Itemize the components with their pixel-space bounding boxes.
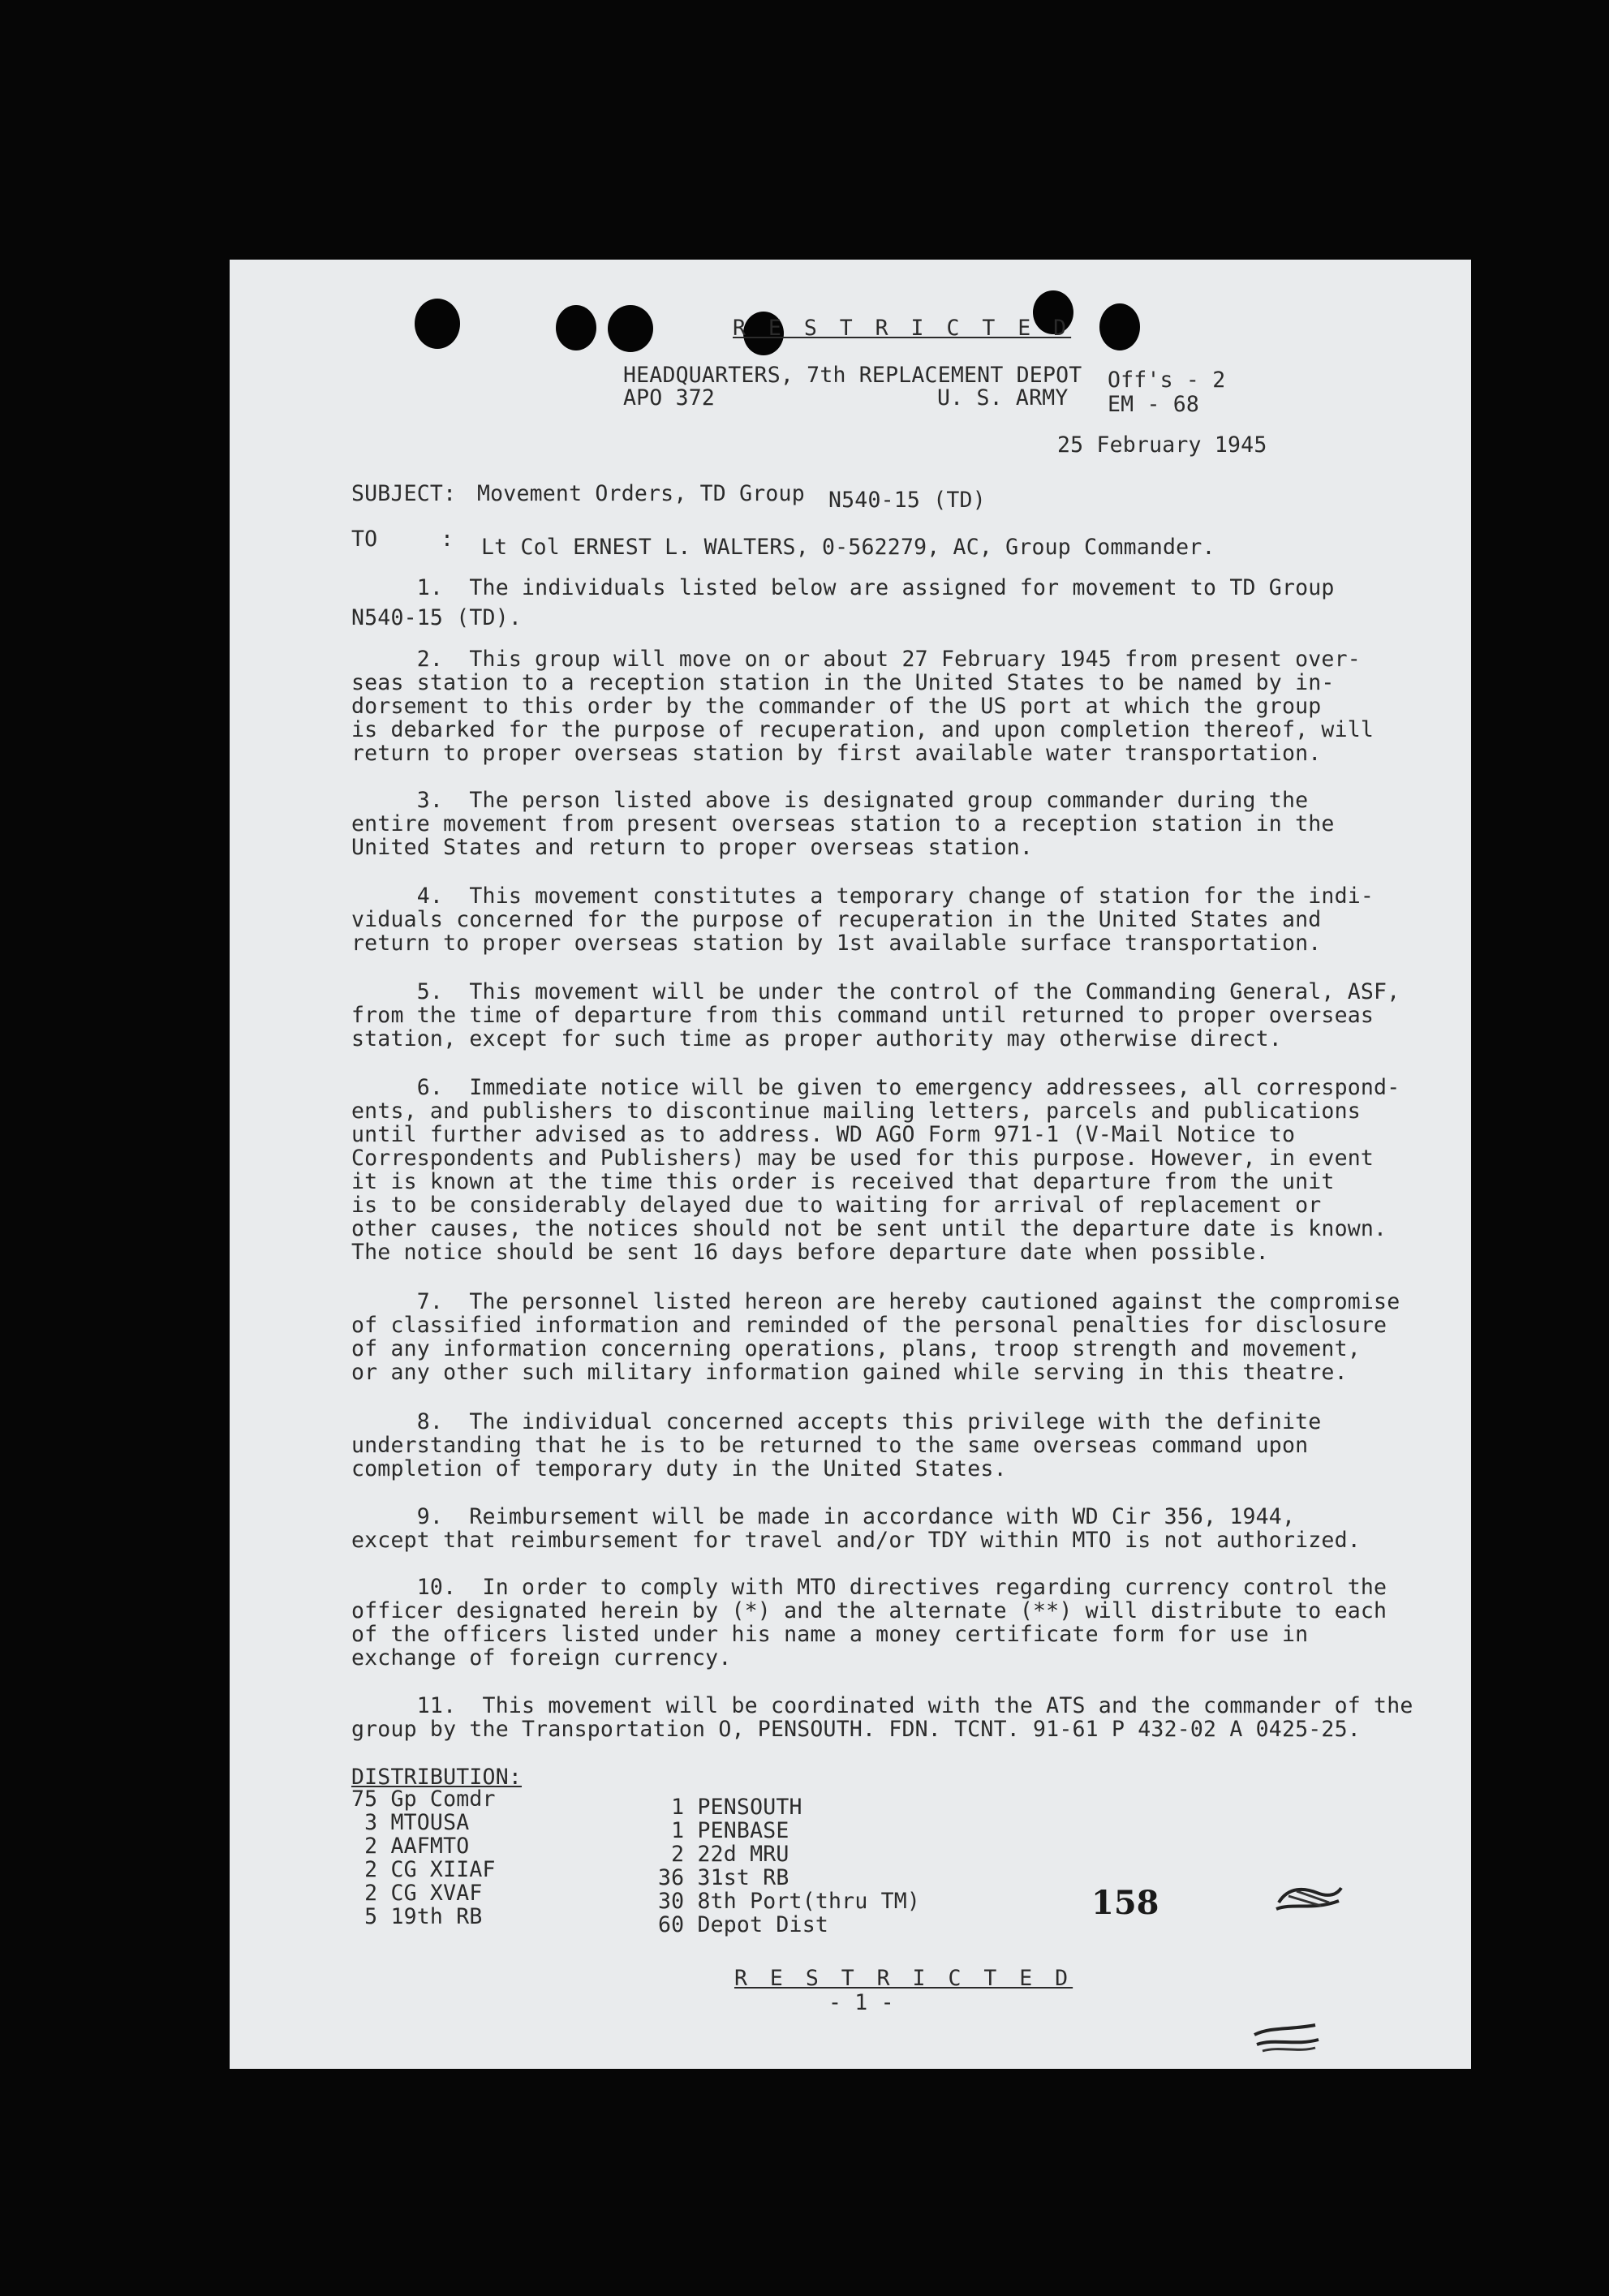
paragraph-line: exchange of foreign currency. — [351, 1645, 732, 1670]
to-label: TO — [351, 527, 378, 552]
paragraph-line: Correspondents and Publishers) may be used for this purpose. However, in event — [351, 1146, 1375, 1171]
paragraph-line: is to be considerably delayed due to waiting for arrival of replacement or — [351, 1193, 1322, 1218]
paragraph-line: understanding that he is to be returned to the same overseas command upon — [351, 1433, 1309, 1458]
paragraph-line: of the officers listed under his name a money certificate form for use in — [351, 1622, 1309, 1647]
paragraph-line: seas station to a reception station in the United States to be named by in- — [351, 670, 1335, 695]
paragraph-line: until further advised as to address. WD AGO Form 971-1 (V-Mail Notice to — [351, 1122, 1296, 1147]
paragraph-line: completion of temporary duty in the United States. — [351, 1456, 1007, 1481]
distribution-entry: 2 CG XIIAF — [351, 1857, 496, 1882]
paragraph-line: N540-15 (TD). — [351, 605, 523, 630]
subject-label: SUBJECT: — [351, 481, 457, 506]
punch-hole — [415, 299, 460, 349]
paragraph-line: from the time of departure from this command until returned to proper overseas — [351, 1003, 1375, 1028]
paragraph-line: of classified information and reminded of the personal penalties for disclosure — [351, 1313, 1387, 1338]
distribution-entry: 3 MTOUSA — [351, 1810, 470, 1835]
punch-hole — [1099, 303, 1140, 350]
restricted-footer: R E S T R I C T E D — [734, 1966, 1073, 1991]
army-line: U. S. ARMY — [937, 385, 1069, 411]
paragraph-line: station, except for such time as proper authority may otherwise direct. — [351, 1026, 1282, 1051]
distribution-entry: 5 19th RB — [351, 1904, 483, 1929]
paragraph-line: group by the Transportation O, PENSOUTH. FDN. TCNT. 91-61 P 432-02 A 0425-25. — [351, 1717, 1361, 1742]
officers-count: Off's - 2 — [1108, 368, 1226, 393]
enlisted-count: EM - 68 — [1108, 392, 1200, 417]
paragraph-line: viduals concerned for the purpose of recuperation in the United States and — [351, 907, 1322, 932]
handwritten-mark — [1250, 2019, 1323, 2059]
paragraph-line: officer designated herein by (*) and the alternate (**) will distribute to each — [351, 1598, 1387, 1623]
apo-line: APO 372 — [623, 385, 716, 411]
document-date: 25 February 1945 — [1057, 432, 1267, 458]
paragraph-line: of any information concerning operations, plans, troop strength and movement, — [351, 1336, 1361, 1361]
paragraph-line: other causes, the notices should not be sent until the departure date is known. — [351, 1216, 1387, 1241]
distribution-entry: 2 AAFMTO — [351, 1834, 470, 1859]
paragraph-line: 3. The person listed above is designated group commander during the — [351, 788, 1309, 813]
paragraph-line: ents, and publishers to discontinue mailing letters, parcels and publications — [351, 1099, 1361, 1124]
paragraph-line: 4. This movement constitutes a temporary change of station for the indi- — [351, 884, 1375, 909]
paragraph-line: 9. Reimbursement will be made in accordance with WD Cir 356, 1944, — [351, 1504, 1296, 1529]
paragraph-line: United States and return to proper overseas station. — [351, 835, 1034, 860]
paragraph-line: 2. This group will move on or about 27 February 1945 from present over- — [351, 647, 1361, 672]
paragraph-line: it is known at the time this order is received that departure from the unit — [351, 1169, 1335, 1194]
restricted-header: R E S T R I C T E D — [733, 316, 1072, 341]
paragraph-line: 6. Immediate notice will be given to emergency addressees, all correspond- — [351, 1075, 1400, 1100]
paragraph-line: The notice should be sent 16 days before departure date when possible. — [351, 1240, 1269, 1265]
distribution-entry: 1 PENSOUTH — [658, 1795, 802, 1820]
distribution-entry: 60 Depot Dist — [658, 1912, 829, 1937]
distribution-entry: 75 Gp Comdr — [351, 1786, 496, 1812]
punch-hole — [556, 305, 596, 350]
paragraph-line: entire movement from present overseas station to a reception station in the — [351, 811, 1335, 836]
punch-hole — [608, 305, 653, 352]
paragraph-line: 5. This movement will be under the control of the Commanding General, ASF, — [351, 979, 1400, 1004]
paragraph-line: 7. The personnel listed hereon are hereby cautioned against the compromise — [351, 1289, 1400, 1314]
handwritten-mark — [1272, 1878, 1345, 1919]
paragraph-line: 10. In order to comply with MTO directives regarding currency control the — [351, 1575, 1387, 1600]
group-number: N540-15 (TD) — [828, 488, 986, 513]
headquarters-line: HEADQUARTERS, 7th REPLACEMENT DEPOT — [623, 363, 1082, 388]
distribution-label: DISTRIBUTION: — [351, 1765, 523, 1790]
distribution-entry: 30 8th Port(thru TM) — [658, 1889, 921, 1914]
to-colon: : — [441, 527, 454, 552]
paragraph-line: 1. The individuals listed below are assigned for movement to TD Group — [351, 575, 1335, 600]
distribution-entry: 36 31st RB — [658, 1865, 789, 1890]
paragraph-line: 8. The individual concerned accepts this privilege with the definite — [351, 1409, 1322, 1434]
subject-text: Movement Orders, TD Group — [477, 481, 805, 506]
document-page — [230, 260, 1471, 2069]
handwritten-page-number: 158 — [1091, 1884, 1159, 1922]
paragraph-line: dorsement to this order by the commander of the US port at which the group — [351, 694, 1322, 719]
distribution-entry: 2 CG XVAF — [351, 1881, 483, 1906]
paragraph-line: is debarked for the purpose of recuperation, and upon completion thereof, will — [351, 717, 1375, 742]
paragraph-line: 11. This movement will be coordinated with the ATS and the commander of the — [351, 1693, 1413, 1718]
paragraph-line: return to proper overseas station by first available water transportation. — [351, 741, 1322, 766]
distribution-entry: 1 PENBASE — [658, 1818, 789, 1843]
page-indicator: - 1 - — [828, 1990, 894, 2015]
distribution-entry: 2 22d MRU — [658, 1842, 789, 1867]
paragraph-line: or any other such military information gained while serving in this theatre. — [351, 1360, 1348, 1385]
paragraph-line: except that reimbursement for travel and/or TDY within MTO is not authorized. — [351, 1528, 1361, 1553]
addressee: Lt Col ERNEST L. WALTERS, 0-562279, AC, Group Commander. — [481, 535, 1215, 560]
paragraph-line: return to proper overseas station by 1st available surface transportation. — [351, 931, 1322, 956]
